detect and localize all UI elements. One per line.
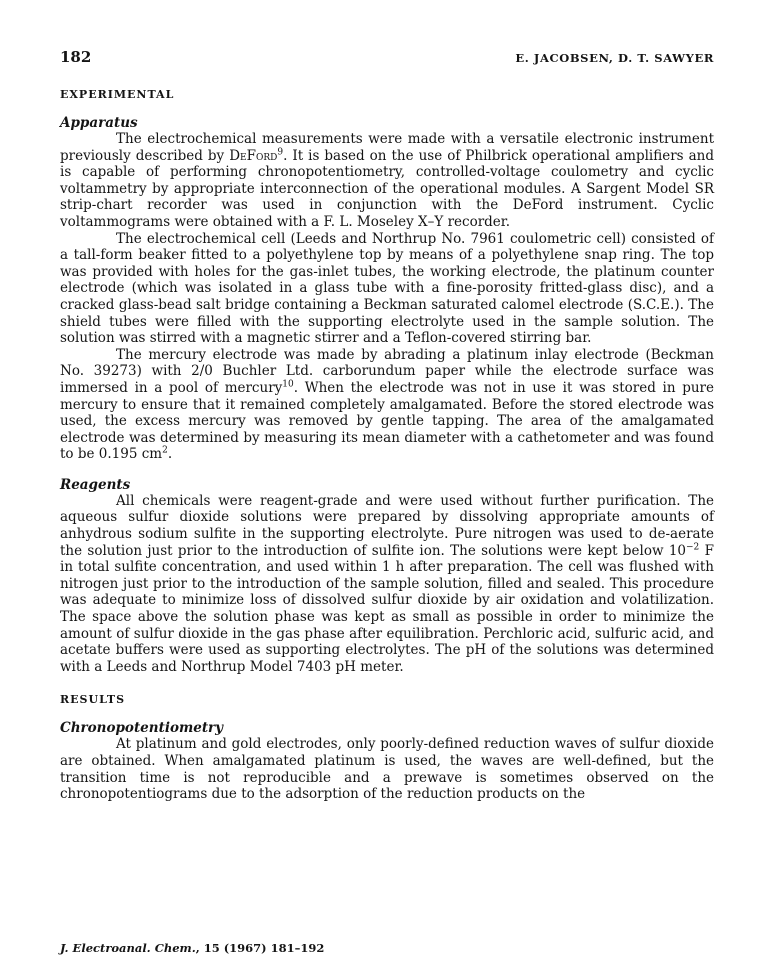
paragraph-apparatus-2: The electrochemical cell (Leeds and Northrup No. 7961 coulometric cell) consisted of a tall-form beaker fitted to a polyethylene top by means of a polyethylene snap ring. The top was provided with holes for the gas-inlet tubes, the working electrode, the platinum counter electrode (which was isolated in a glass tube with a fine-porosity fritted-glass disc), and a cracked glass-bead salt bridge containing a Beckman saturated calomel electrode (S.C.E.). The shield tubes were filled with the supporting electrolyte used in the sample solution. The solution was stirred with a magnetic stirrer and a Teflon-covered stirring bar. xyxy=(60,230,714,347)
reference-marker: 9 xyxy=(277,147,284,158)
text-run: . xyxy=(167,446,173,463)
paragraph-apparatus-1 xyxy=(60,131,714,231)
author-name: DeFord xyxy=(229,147,278,164)
reference-marker: 10 xyxy=(282,379,294,390)
journal-citation: , 15 (1967) 181–192 xyxy=(195,941,325,955)
journal-footer xyxy=(60,941,324,955)
section-heading-experimental: EXPERIMENTAL xyxy=(60,88,175,101)
subheading-chronopotentiometry: Chronopotentiometry xyxy=(60,720,224,737)
subheading-reagents: Reagents xyxy=(60,476,131,493)
paragraph-reagents-1 xyxy=(60,493,714,676)
superscript: −2 xyxy=(686,542,700,553)
subheading-apparatus: Apparatus xyxy=(60,115,138,131)
text-run: The mercury electrode was made by abrading a platinum inlay electrode (Beckman No. 39273) with 2/0 Buchler Ltd. carborundum paper while the electrode surface was immersed in a pool of mercury xyxy=(60,346,714,396)
text-run: . It is based on the use of Philbrick operational amplifiers and is capable of performing chronopotentiometry, controlled-voltage coulometry and cyclic voltammetry by appropriate interconnection of the operational modules. A Sargent Model SR strip-chart recorder was used in conjunction with the DeFord instrument. Cyclic voltammograms were obtained with a F. L. Moseley X–Y recorder. xyxy=(60,147,715,230)
running-header xyxy=(60,48,714,70)
paper-page xyxy=(60,48,715,955)
text-run: . When the electrode was not in use it was stored in pure mercury to ensure that it remained completely amalgamated. Before the stored electrode was used, the excess mercury was removed by gentle tapping. The area of the amalgamated electrode was determined by measuring its mean diameter with a cathetometer and was found to be 0.195 cm xyxy=(60,379,715,463)
paragraph-results-1: At platinum and gold electrodes, only poorly-defined reduction waves of sulfur dioxide are obtained. When amalgamated platinum is used, the waves are well-defined, but the transition time is not reproducible and a prewave is sometimes observed on the chronopotentiograms due to the adsorption of the reduction products on the xyxy=(60,736,714,803)
running-authors: E. JACOBSEN, D. T. SAWYER xyxy=(515,51,714,65)
text-run: F in total sulfite concentration, and used within 1 h after preparation. The cell was flushed with nitrogen just prior to the introduction of the sample solution, filled and sealed. This procedure was adequate to minimize loss of dissolved sulfur dioxide by air oxidation and volatilization. The space above the solution phase was kept as small as possible in order to minimize the amount of sulfur dioxide in the gas phase after equilibration. Perchloric acid, sulfuric acid, and acetate buffers were used as supporting electrolytes. The pH of the solutions was determined with a Leeds and Northrup Model 7403 pH meter. xyxy=(60,542,714,675)
journal-name: J. Electroanal. Chem. xyxy=(60,941,196,955)
paragraph-apparatus-3 xyxy=(60,347,714,463)
text-run: All chemicals were reagent-grade and were used without further purification. The aqueous sulfur dioxide solutions were prepared by dissolving appropriate amounts of anhydrous sodium sulfite in the supporting electrolyte. Pure nitrogen was used to de-aerate the solution just prior to the introduction of sulfite ion. The solutions were kept below 10 xyxy=(60,492,714,559)
text-run: The electrochemical measurements were made with a versatile electronic instrument previously described by xyxy=(60,131,714,164)
page-number: 182 xyxy=(60,48,92,66)
superscript: 2 xyxy=(162,445,168,456)
section-heading-results: RESULTS xyxy=(60,693,126,707)
